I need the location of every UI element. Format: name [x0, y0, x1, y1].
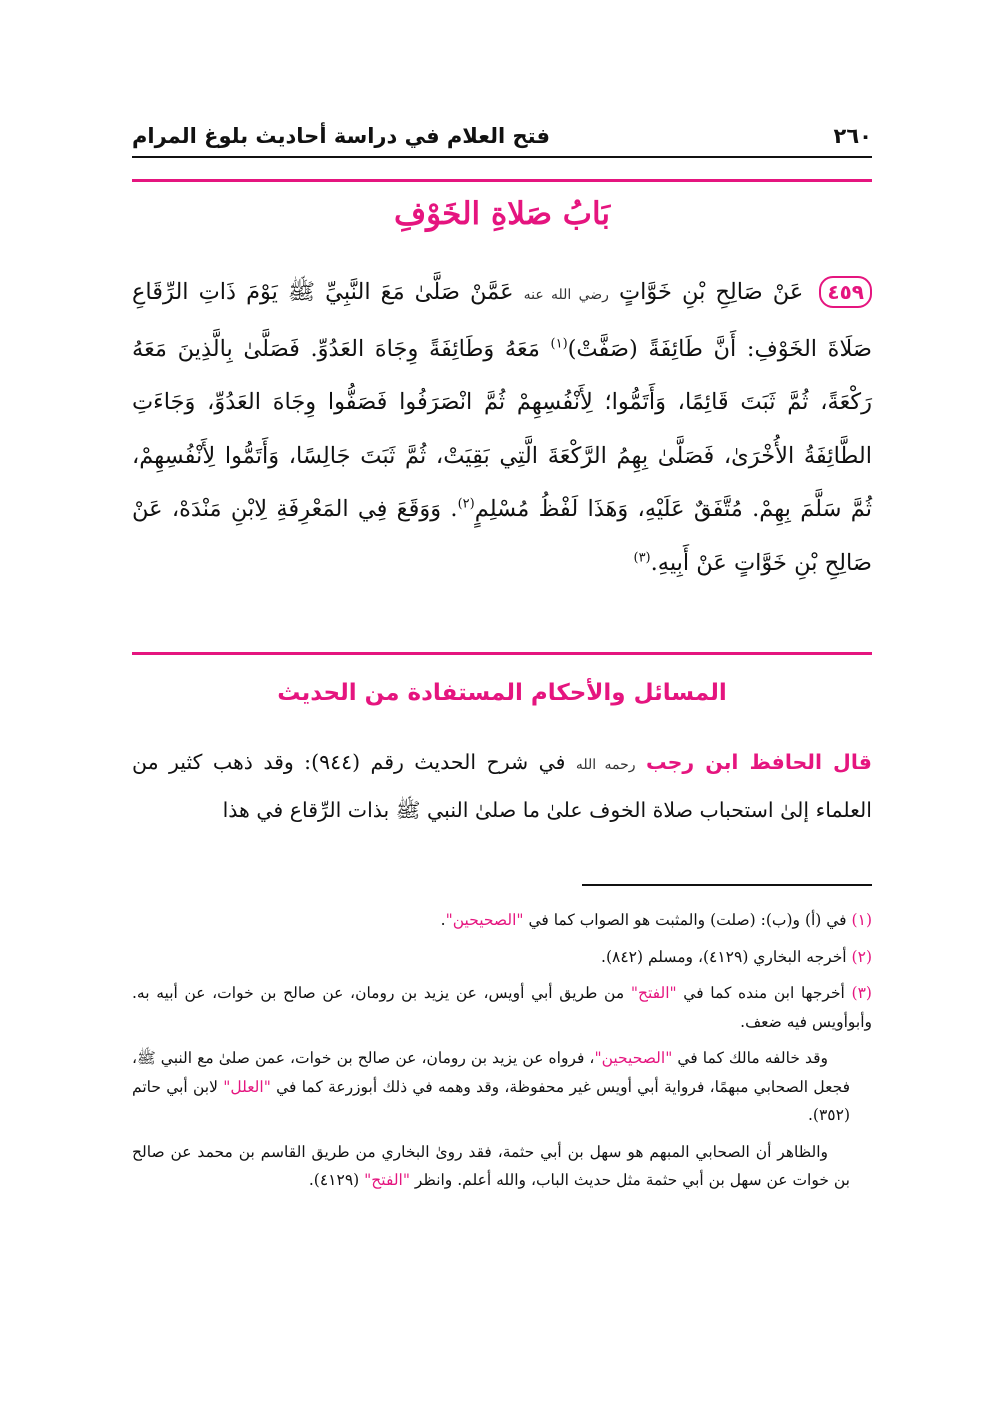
- footnote-3-p2-quote-a: "الصحيحين": [594, 1049, 673, 1067]
- chapter-rule-top: [132, 179, 872, 182]
- footnote-3-p3-a: والظاهر أن الصحابي المبهم هو سهل بن أبي حثمة، فقد روىٰ البخاري من طريق القاسم بن محمد عن صالح بن خوات عن سهل بن أبي حثمة مثل حديث الباب، والله أعلم. وانظر: [132, 1142, 850, 1189]
- footnote-1-text: في (أ) و(ب): (صلت) والمثبت هو الصواب كما في: [528, 911, 847, 929]
- footnote-2: [132, 943, 872, 972]
- footnote-ref-2[interactable]: (٢): [457, 496, 475, 512]
- chapter-title: بَابُ صَلاةِ الخَوْفِ: [393, 196, 611, 232]
- hadith-text: [132, 266, 872, 590]
- footnote-3-text-a: أخرجها ابن منده كما في: [683, 984, 845, 1002]
- footnote-3-p2-quote-b: "العلل": [223, 1077, 271, 1096]
- footnote-3: [132, 979, 872, 1036]
- commentary-text: في شرح الحديث رقم (٩٤٤): وقد ذهب كثير من العلماء إلىٰ استحباب صلاة الخوف علىٰ ما صلىٰ النبي ﷺ بذات الرِّقاع في هذا: [132, 750, 872, 822]
- hadith-part4: مَعَهُ وَطَائِفَةً وِجَاهَ العَدُوِّ. فَصَلَّىٰ بِالَّذِينَ مَعَهُ رَكْعَةً، ثُمَّ ثَبَتَ قَائِمًا، وَأَتَمُّوا؛ لِأَنْفُسِهِمْ ثُمَّ انْصَرَفُوا فَصَفُّوا وِجَاهَ العَدُوِّ، وَجَاءَتِ الطَّائِفَةُ الأُخْرَىٰ، فَصَلَّىٰ بِهِمُ الرَّكْعَةَ الَّتِي بَقِيَتْ، ثُمَّ ثَبَتَ جَالِسًا، وَأَتَمُّوا لِأَنْفُسِهِمْ، ثُمَّ سَلَّمَ بِهِمْ. مُتَّفَقٌ عَلَيْهِ، وَهَذَا لَفْظُ مُسْلِمٍ: [132, 335, 872, 522]
- footnote-3-p2-b: ، فرواه عن يزيد بن رومان، عن صالح بن خوات، عمن صلىٰ مع النبي ﷺ، فجعل الصحابي مبهمًا، فرواية أبي أويس غير محفوظة، وقد وهمه في ذلك أبوزرعة كما في: [132, 1049, 850, 1096]
- honorific-companion: رضي الله عنه: [523, 287, 609, 303]
- commentary-paragraph: [132, 740, 872, 833]
- footnote-separator: [582, 884, 872, 886]
- footnote-1-number: (١): [851, 911, 872, 929]
- footnote-3-p3-b: (٤١٢٩).: [308, 1171, 360, 1189]
- footnote-2-number: (٢): [851, 947, 872, 966]
- hadith-part5: . وَوَقَعَ فِي المَعْرِفَةِ لِابْنِ مَنْدَهْ، عَنْ صَالِحِ بْنِ خَوَّاتٍ عَنْ أَبِيهِ.: [132, 496, 872, 576]
- footnote-3-text-b: من طريق أبي أويس، عن يزيد بن رومان، عن صالح بن خوات، عن أبيه به. وأبوأويس فيه ضعف.: [132, 984, 872, 1031]
- footnote-3-p2-c: لابن أبي حاتم (٣٥٢).: [132, 1077, 850, 1124]
- footnote-1: [132, 906, 872, 935]
- footnote-3-number: (٣): [851, 984, 872, 1002]
- footnote-2-text: أخرجه البخاري (٤١٢٩)، ومسلم (٨٤٢).: [601, 947, 847, 966]
- page-number: ٢٦٠: [833, 124, 872, 148]
- footnote-3-paragraph-3: [132, 1138, 872, 1195]
- footnote-3-paragraph-2: [132, 1044, 872, 1130]
- header-rule: [132, 156, 872, 158]
- footnote-3-p3-quote: "الفتح": [364, 1171, 410, 1189]
- footnotes: [132, 906, 872, 1203]
- hadith-part1: عَنْ صَالِحِ بْنِ خَوَّاتٍ: [618, 279, 804, 305]
- footnote-1-end: .: [440, 911, 446, 929]
- honorific-scholar: رحمه الله: [575, 757, 636, 773]
- running-header: [132, 118, 872, 154]
- scholar-name: قال الحافظ ابن رجب: [645, 750, 872, 774]
- hadith-part3: يَوْمَ ذَاتِ الرِّقَاعِ صَلَاةَ الخَوْفِ: أَنَّ طَائِفَةً (صَفَّتْ): [132, 279, 872, 362]
- footnote-3-quote-a: "الفتح": [630, 984, 677, 1002]
- hadith-number-badge: ٤٥٩: [819, 276, 872, 308]
- honorific-prophet: ﷺ: [287, 279, 316, 305]
- footnote-ref-1[interactable]: (١): [550, 336, 568, 351]
- footnote-ref-3[interactable]: (٣): [633, 550, 651, 565]
- section-title: المسائل والأحكام المستفادة من الحديث: [277, 680, 727, 706]
- footnote-3-p2-a: وقد خالفه مالك كما في: [677, 1049, 828, 1067]
- section-rule: [132, 652, 872, 655]
- hadith-part2: عَمَّنْ صَلَّىٰ مَعَ النَّبِيِّ: [325, 279, 514, 305]
- footnote-1-quote: "الصحيحين": [445, 911, 524, 929]
- book-title: فتح العلام في دراسة أحاديث بلوغ المرام: [132, 124, 550, 148]
